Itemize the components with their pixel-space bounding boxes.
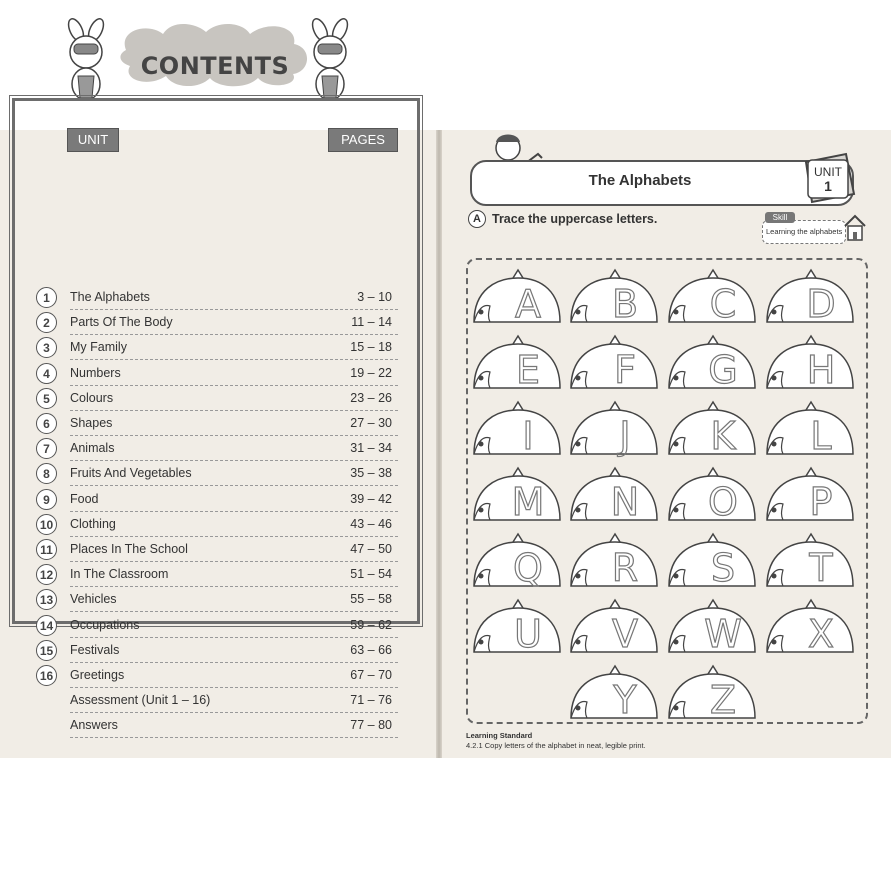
- contents-row: [36, 310, 400, 335]
- letter-card: [765, 268, 855, 334]
- letter-card: [569, 334, 659, 400]
- unit-pages: 55 – 58: [350, 592, 392, 607]
- unit-title: Answers: [70, 718, 118, 733]
- letter-card: [765, 334, 855, 400]
- unit-number-circle: 16: [36, 665, 57, 686]
- rabbit-icon: [302, 18, 358, 102]
- contents-heading: CONTENTS: [140, 52, 290, 80]
- contents-row: [36, 487, 400, 512]
- unit-number-circle: 13: [36, 589, 57, 610]
- unit-number-circle: 3: [36, 337, 57, 358]
- letter-card: [472, 268, 562, 334]
- letter-card: [569, 400, 659, 466]
- letter-card: [765, 466, 855, 532]
- trace-letter[interactable]: T: [809, 546, 833, 590]
- unit-title: Festivals: [70, 642, 120, 657]
- unit-title: Parts Of The Body: [70, 315, 173, 330]
- trace-letter[interactable]: F: [614, 348, 636, 392]
- trace-letter[interactable]: D: [806, 282, 836, 326]
- unit-number-circle: 14: [36, 615, 57, 636]
- contents-row: [36, 638, 400, 663]
- trace-letter[interactable]: Y: [613, 678, 637, 722]
- letter-card: [472, 334, 562, 400]
- trace-letter[interactable]: A: [515, 282, 541, 326]
- unit-pages: 23 – 26: [350, 390, 392, 405]
- contents-row: [36, 361, 400, 386]
- unit-pages: 31 – 34: [350, 441, 392, 456]
- house-icon: [843, 214, 867, 242]
- letter-card: [667, 532, 757, 598]
- trace-letter[interactable]: U: [514, 612, 542, 656]
- unit-pages: 47 – 50: [350, 542, 392, 556]
- letter-card: [569, 532, 659, 598]
- trace-letter[interactable]: V: [612, 612, 638, 656]
- letter-card: [765, 532, 855, 598]
- unit-title: Animals: [70, 441, 115, 456]
- contents-row: [36, 587, 400, 612]
- skill-text: Learning the alphabets: [766, 227, 843, 236]
- letter-card: [667, 598, 757, 664]
- trace-letter[interactable]: O: [708, 480, 738, 524]
- contents-row: [36, 386, 400, 411]
- unit-pages: 11 – 14: [351, 315, 392, 330]
- letter-card: [569, 664, 659, 730]
- contents-row: [36, 411, 400, 436]
- unit-badge-number: 1: [824, 178, 832, 194]
- letter-card: [472, 532, 562, 598]
- instruction-text: Trace the uppercase letters.: [492, 212, 658, 226]
- unit-pages: 35 – 38: [350, 466, 392, 481]
- trace-letter[interactable]: M: [511, 480, 545, 524]
- unit-number-circle: 2: [36, 312, 57, 333]
- letter-card: [667, 400, 757, 466]
- unit-title: The Alphabets: [70, 290, 150, 304]
- unit-number-circle: 4: [36, 363, 57, 384]
- unit-pages: 71 – 76: [350, 693, 392, 708]
- contents-row: [36, 713, 400, 738]
- trace-letter[interactable]: L: [810, 414, 832, 458]
- unit-number-circle: 10: [36, 514, 57, 535]
- trace-letter[interactable]: N: [610, 480, 640, 524]
- unit-number-circle: 12: [36, 564, 57, 585]
- contents-row: [36, 663, 400, 688]
- unit-title: Places In The School: [70, 542, 188, 556]
- contents-row: [36, 562, 400, 587]
- contents-row: [36, 537, 400, 562]
- unit-pages: 19 – 22: [350, 365, 392, 380]
- unit-pages: 43 – 46: [350, 516, 392, 531]
- unit-pages: 63 – 66: [350, 642, 392, 657]
- contents-row: [36, 461, 400, 486]
- unit-title: Greetings: [70, 668, 125, 682]
- contents-row: [36, 688, 400, 713]
- trace-letter[interactable]: G: [708, 348, 738, 392]
- unit-title: Occupations: [70, 617, 140, 632]
- unit-pages: 15 – 18: [350, 340, 392, 355]
- unit-number-circle: 11: [36, 539, 57, 560]
- unit-title: Clothing: [70, 516, 116, 531]
- trace-letter[interactable]: P: [809, 480, 833, 524]
- unit-pages: 39 – 42: [350, 491, 392, 506]
- unit-title: Shapes: [70, 416, 113, 430]
- unit-column-header: UNIT: [67, 128, 119, 152]
- unit-title: My Family: [70, 340, 127, 355]
- letter-card: [472, 400, 562, 466]
- unit-title: Assessment (Unit 1 – 16): [70, 693, 211, 708]
- unit-number-circle: 5: [36, 388, 57, 409]
- unit-title: Fruits And Vegetables: [70, 466, 192, 481]
- letter-card: [472, 598, 562, 664]
- trace-letter[interactable]: Q: [513, 546, 543, 590]
- trace-letter[interactable]: E: [515, 348, 540, 392]
- letter-card: [765, 400, 855, 466]
- pages-column-header: PAGES: [328, 128, 398, 152]
- letter-card: [472, 466, 562, 532]
- letter-card: [765, 598, 855, 664]
- unit-number-circle: 15: [36, 640, 57, 661]
- trace-letter[interactable]: S: [710, 546, 736, 590]
- trace-letter[interactable]: R: [611, 546, 639, 590]
- trace-letter[interactable]: H: [806, 348, 836, 392]
- unit-number-circle: 8: [36, 463, 57, 484]
- letter-card: [569, 598, 659, 664]
- dotted-divider: [70, 737, 398, 738]
- unit-pages: 77 – 80: [350, 718, 392, 733]
- contents-row: [36, 335, 400, 360]
- letter-card: [569, 466, 659, 532]
- learning-standard-heading: Learning Standard: [466, 731, 533, 740]
- page-title: The Alphabets: [588, 172, 692, 189]
- letter-card: [667, 268, 757, 334]
- trace-letter[interactable]: I: [522, 414, 534, 458]
- unit-pages: 59 – 62: [350, 617, 392, 632]
- trace-letter[interactable]: J: [619, 414, 631, 458]
- section-letter: A: [468, 210, 486, 228]
- contents-row: [36, 436, 400, 461]
- unit-badge-label: UNIT: [814, 165, 842, 179]
- unit-title: In The Classroom: [70, 567, 169, 582]
- contents-row: [36, 613, 400, 638]
- letter-card: [667, 466, 757, 532]
- trace-letter[interactable]: B: [611, 282, 639, 326]
- unit-pages: 67 – 70: [350, 668, 392, 682]
- unit-pages: 3 – 10: [357, 290, 392, 304]
- unit-title: Food: [70, 491, 99, 506]
- trace-letter[interactable]: X: [807, 612, 835, 656]
- learning-standard-text: 4.2.1 Copy letters of the alphabet in neat, legible print.: [466, 741, 646, 750]
- unit-number-circle: 9: [36, 489, 57, 510]
- trace-letter[interactable]: C: [709, 282, 737, 326]
- skill-tag: Skill: [765, 212, 795, 223]
- letter-card: [667, 664, 757, 730]
- trace-letter[interactable]: Z: [709, 678, 737, 722]
- trace-letter[interactable]: W: [704, 612, 742, 656]
- unit-number-circle: 6: [36, 413, 57, 434]
- unit-number-circle: 7: [36, 438, 57, 459]
- unit-number-circle: 1: [36, 287, 57, 308]
- rabbit-icon: [58, 18, 114, 102]
- letter-card: [569, 268, 659, 334]
- contents-row: [36, 512, 400, 537]
- letter-card: [667, 334, 757, 400]
- unit-pages: 51 – 54: [350, 567, 392, 582]
- unit-title: Vehicles: [70, 592, 117, 607]
- unit-title: Numbers: [70, 365, 121, 380]
- trace-letter[interactable]: K: [710, 414, 736, 458]
- unit-pages: 27 – 30: [350, 416, 392, 430]
- contents-row: [36, 285, 400, 310]
- unit-title: Colours: [70, 390, 114, 405]
